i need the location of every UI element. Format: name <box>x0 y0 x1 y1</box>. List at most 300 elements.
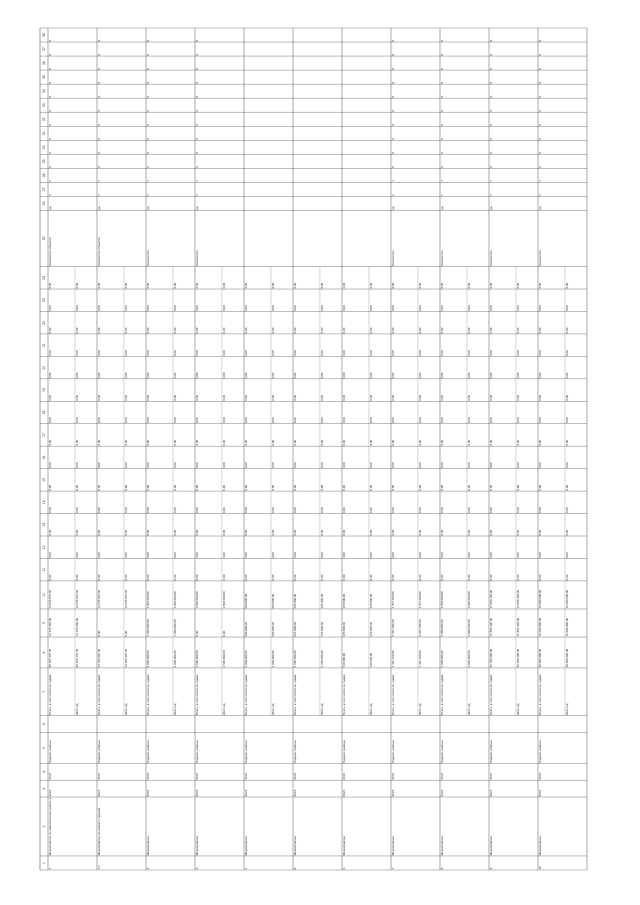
table-cell: 0,00 <box>146 417 150 424</box>
table-subcell: 0,00 <box>369 462 374 469</box>
column-number: 7 <box>42 690 46 693</box>
table-subcell: 0,00 <box>516 552 521 558</box>
table-cell: 0,00 <box>48 574 52 581</box>
table-cell: 0 <box>195 53 199 56</box>
table-subcell: 0,00 <box>320 417 325 424</box>
table-subcell: 0,00 <box>516 462 521 469</box>
table-cell: 10 <box>538 865 542 870</box>
table-subcell: 0,00 <box>369 574 374 581</box>
table-subcell: 0,00 <box>320 529 325 536</box>
table-cell: 1 <box>97 180 101 182</box>
table-cell: 0 <box>195 138 199 140</box>
table-subcell: 0,00 <box>124 552 129 558</box>
table-subcell: 0,00 <box>271 574 276 581</box>
table-cell: 0,00 <box>48 462 52 469</box>
table-cell: 0,00 <box>195 327 199 334</box>
table-subcell: 2021 год <box>173 703 178 716</box>
table-cell: 35 700 980,00 <box>489 648 493 668</box>
table-subcell: 0,00 <box>222 552 227 558</box>
table-subcell: 0,00 <box>320 282 325 289</box>
table-cell: 0,00 <box>342 372 346 379</box>
table-cell: 0,00 <box>538 484 542 491</box>
table-cell: 0 <box>146 152 150 154</box>
table-cell: 1 <box>97 194 101 196</box>
table-subcell: 0,00 <box>75 552 80 558</box>
table-cell: 2021 <box>146 789 150 797</box>
table-cell: 0 <box>195 152 199 154</box>
table-cell: 0,00 <box>146 507 150 513</box>
table-subcell: 0,00 <box>271 529 276 536</box>
table-cell: 2021 <box>244 789 248 797</box>
table-cell: 2021 <box>489 789 493 797</box>
table-subcell: 0,00 <box>75 327 80 334</box>
table-cell: 5 <box>293 867 297 870</box>
table-cell: 3 500 000,00 <box>440 619 444 637</box>
table-subcell: 0,00 <box>516 282 521 289</box>
table-subcell: 0,00 <box>75 372 80 379</box>
table-cell: Всего, в том числе по годам: <box>440 673 444 716</box>
table-subcell: 28 795 375,60 <box>75 648 80 668</box>
table-cell: 0 <box>391 124 395 126</box>
table-subcell: 0,00 <box>516 484 521 491</box>
table-subcell: 0,00 <box>369 439 374 446</box>
table-cell: 0 <box>391 166 395 168</box>
table-cell: 0 <box>440 95 444 98</box>
table-subcell: 0,00 <box>418 507 423 513</box>
table-cell: 0,00 <box>195 529 199 536</box>
table-cell: 0,00 <box>538 305 542 311</box>
table-cell: 0 <box>195 95 199 98</box>
table-cell: 2021 <box>538 789 542 797</box>
table-cell: 0,00 <box>293 417 297 424</box>
table-cell: Всего, в том числе по годам: <box>97 673 101 716</box>
table-cell: 0 <box>146 67 150 70</box>
table-cell: 0,00 <box>538 552 542 558</box>
table-cell: 0,00 <box>489 529 493 536</box>
table-subcell: 0,00 <box>516 372 521 379</box>
table-subcell: 0,00 <box>222 439 227 446</box>
table-cell: Всего, в том числе по годам: <box>146 673 150 716</box>
table-cell: 1 <box>195 180 199 182</box>
table-subcell: 0,00 <box>320 507 325 513</box>
table-subcell: 0,00 <box>222 462 227 469</box>
table-cell: 0,00 <box>440 507 444 513</box>
table-cell: 0,00 <box>342 529 346 536</box>
table-cell: Мероприятие <box>195 835 199 856</box>
table-cell: 0 <box>97 124 101 126</box>
table-subcell: 7 000 000,00 <box>467 650 472 668</box>
table-subcell: 0,00 <box>320 372 325 379</box>
table-subcell: 0,00 <box>467 462 472 469</box>
table-cell: 0,00 <box>440 484 444 491</box>
table-cell: Бюджет района <box>48 740 52 763</box>
table-cell: 0,00 <box>440 372 444 379</box>
table-subcell: 0,00 <box>222 372 227 379</box>
table-cell: 0,00 <box>391 439 395 446</box>
table-cell: 625 000,00 <box>293 593 297 609</box>
table-cell: Бюджет района <box>97 740 101 763</box>
table-cell: ед. <box>538 205 542 210</box>
column-number: 24 <box>42 275 46 280</box>
column-number: 27 <box>42 187 46 192</box>
table-subcell: 1 500 000,00 <box>222 650 227 668</box>
table-cell: 0,00 <box>146 439 150 446</box>
table-subcell: 0,00 <box>369 484 374 491</box>
table-cell: 0 <box>391 138 395 140</box>
table-cell: 0,00 <box>391 529 395 536</box>
table-cell: 15 000 000,00 <box>538 617 542 637</box>
table-cell: 0 <box>391 53 395 56</box>
table-cell: 1 500 000,00 <box>146 619 150 637</box>
table-cell: 1 <box>48 867 52 870</box>
table-cell: Количество объектов <box>97 237 101 266</box>
table-cell: 2 <box>146 867 150 870</box>
table-cell: 0,00 <box>97 395 101 401</box>
table-cell: 1 <box>538 180 542 182</box>
table-cell: Всего, в том числе по годам: <box>538 673 542 716</box>
table-cell: 0,00 <box>97 484 101 491</box>
table-subcell: 0,00 <box>222 417 227 424</box>
column-number: 9 <box>42 622 46 624</box>
table-cell: 2021 <box>195 772 199 780</box>
table-subcell: 14 625 015,60 <box>75 589 80 609</box>
column-number: 1 <box>42 862 46 864</box>
table-cell: 0 <box>440 152 444 154</box>
table-subcell: 0,00 <box>565 417 570 424</box>
table-cell: 0 <box>538 138 542 140</box>
table-subcell: 0,00 <box>418 529 423 536</box>
table-subcell: 0,00 <box>173 439 178 446</box>
table-cell: Мероприятие <box>538 835 542 856</box>
table-cell: 0,00 <box>293 395 297 401</box>
table-cell: 0,00 <box>146 350 150 356</box>
table-cell: 0,00 <box>538 395 542 401</box>
table-cell: 0,00 <box>195 507 199 513</box>
table-cell: 740 000,00 <box>342 652 346 668</box>
table-cell: 0,00 <box>195 305 199 311</box>
table-cell: 0,00 <box>244 372 248 379</box>
table-subcell: 0,00 <box>173 327 178 334</box>
table-cell: 0 <box>97 138 101 140</box>
table-cell: 14 625 015,60 <box>48 589 52 609</box>
table-cell: 6 <box>342 867 346 870</box>
table-cell: 0 <box>48 95 52 98</box>
table-cell: Бюджет района <box>146 740 150 763</box>
table-cell: 1 <box>391 180 395 182</box>
table-cell: 0,00 <box>293 574 297 581</box>
table-subcell: 0,00 <box>271 507 276 513</box>
table-cell: 2021 <box>195 789 199 797</box>
table-subcell: 0,00 <box>222 484 227 491</box>
table-cell: ед. <box>195 205 199 210</box>
table-cell: 0 <box>440 110 444 112</box>
table-subcell: 0,00 <box>418 372 423 379</box>
table-cell: 0,00 <box>489 462 493 469</box>
table-subcell: 0,00 <box>222 327 227 334</box>
table-subcell: 0,00 <box>222 507 227 513</box>
table-subcell: 0,00 <box>418 350 423 356</box>
table-cell: 0,00 <box>195 417 199 424</box>
table-subcell: 0,00 <box>173 282 178 289</box>
table-cell: Мероприятие по ремонту зданий <box>97 807 101 856</box>
table-subcell: 0,00 <box>565 462 570 469</box>
table-cell: 1 500 000,00 <box>195 650 199 668</box>
table-cell: 0 <box>391 81 395 84</box>
table-cell: Мероприятие по капитальному ремонту <box>48 797 52 856</box>
table-subcell: 0,00 <box>369 507 374 513</box>
table-cell: 0,00 <box>244 529 248 536</box>
column-number: 5 <box>42 746 46 749</box>
table-cell: 0 <box>538 124 542 126</box>
table-subcell: 0,00 <box>124 372 129 379</box>
table-cell: 0 <box>48 152 52 154</box>
table-cell: 0 <box>391 39 395 42</box>
table-cell: 0,00 <box>293 462 297 469</box>
table-cell: Всего, в том числе по годам: <box>489 673 493 716</box>
table-cell: 0,00 <box>391 484 395 491</box>
table-cell: 0 <box>146 81 150 84</box>
table-cell: 0 <box>195 81 199 84</box>
table-subcell: 17 850 490,00 <box>516 589 521 609</box>
table-subcell: 0,00 <box>75 395 80 401</box>
table-subcell: 740 000,00 <box>369 652 374 668</box>
table-cell: 0,00 <box>538 529 542 536</box>
table-cell: ед. <box>440 205 444 210</box>
table-cell: 0 <box>538 95 542 98</box>
table-subcell: 0,00 <box>369 417 374 424</box>
table-subcell: 0,00 <box>369 305 374 311</box>
table-subcell: 0,00 <box>565 305 570 311</box>
column-number: 19 <box>42 388 46 392</box>
table-cell: 2021 <box>293 789 297 797</box>
table-subcell: 0,00 <box>418 439 423 446</box>
table-subcell: 0,00 <box>173 484 178 491</box>
table-cell: 0,00 <box>97 574 101 581</box>
table-cell: 0,00 <box>146 327 150 334</box>
table-subcell: 0,00 <box>369 327 374 334</box>
table-subcell: 625 000,00 <box>320 621 325 637</box>
table-cell: 0,00 <box>146 282 150 289</box>
table-cell: 0,00 <box>489 282 493 289</box>
table-cell: 0,00 <box>342 305 346 311</box>
table-cell: ед. <box>489 205 493 210</box>
table-cell: 0 <box>538 53 542 56</box>
table-subcell: 0,00 <box>418 417 423 424</box>
table-subcell: 0,00 <box>467 439 472 446</box>
table-subcell: 0,00 <box>418 462 423 469</box>
column-number: 34 <box>42 89 46 94</box>
table-cell: 7 000 000,00 <box>440 650 444 668</box>
table-subcell: 2021 год <box>124 703 129 716</box>
table-subcell: 0,00 <box>516 350 521 356</box>
table-cell: 8 <box>440 867 444 870</box>
table-subcell: 0,00 <box>467 529 472 536</box>
table-cell: 0,00 <box>440 529 444 536</box>
column-number: 12 <box>42 545 46 550</box>
table-subcell: 0,00 <box>124 395 129 401</box>
table-subcell: 0,00 <box>369 529 374 536</box>
table-subcell: 0,00 <box>467 507 472 513</box>
table-cell: 0,00 <box>48 395 52 401</box>
table-cell: 0,00 <box>244 350 248 356</box>
table-cell: 7 415 360,00 <box>391 650 395 668</box>
table-cell: Мероприятие <box>146 835 150 856</box>
table-subcell: 0,00 <box>565 395 570 401</box>
table-subcell: 0,00 <box>173 372 178 379</box>
table-subcell: 0,00 <box>320 439 325 446</box>
table-cell: 2021 <box>440 772 444 780</box>
table-subcell: 0,00 <box>369 350 374 356</box>
table-subcell: 0,00 <box>320 552 325 558</box>
table-cell: Бюджет района <box>195 740 199 763</box>
table-cell: Мероприятие <box>342 835 346 856</box>
table-cell: 0,00 <box>48 439 52 446</box>
table-subcell: 0,00 <box>369 282 374 289</box>
table-subcell: 500 000,00 <box>271 593 276 609</box>
table-cell: 3 <box>195 867 199 870</box>
table-subcell: 0,00 <box>516 395 521 401</box>
table-cell: 0,00 <box>391 574 395 581</box>
table-cell: 0 <box>489 124 493 126</box>
table-cell: 0 <box>97 81 101 84</box>
table-cell: 1 500 000,00 <box>195 591 199 609</box>
table-cell: Бюджет района <box>440 740 444 763</box>
table-cell: Мероприятие <box>293 835 297 856</box>
table-subcell: 14 170 360,00 <box>75 617 80 637</box>
table-cell: 0,00 <box>342 417 346 424</box>
table-cell: Мероприятие <box>244 835 248 856</box>
table-cell: 0 <box>48 67 52 70</box>
table-cell: 0 <box>489 110 493 112</box>
table-cell: 2021 <box>342 789 346 797</box>
table-subcell: 0,00 <box>467 305 472 311</box>
table-subcell: 0,00 <box>516 507 521 513</box>
table-subcell: 0,00 <box>565 282 570 289</box>
table-cell: 0,00 <box>342 439 346 446</box>
table-cell: 0 <box>440 124 444 126</box>
table-cell: 2021 <box>293 772 297 780</box>
table-cell: 0,00 <box>489 350 493 356</box>
column-number: 10 <box>42 593 46 597</box>
table-cell: Всего, в том числе по годам: <box>48 673 52 716</box>
column-number: 21 <box>42 343 46 348</box>
table-cell: 0,00 <box>48 282 52 289</box>
table-cell: 0 <box>489 81 493 84</box>
column-number: 35 <box>42 75 46 80</box>
table-subcell: 0,00 <box>418 574 423 581</box>
table-cell: 0,00 <box>48 417 52 424</box>
table-cell: 0 <box>195 67 199 70</box>
table-subcell: 0,00 <box>516 417 521 424</box>
table-cell: 0,00 <box>195 372 199 379</box>
table-cell: 0,00 <box>97 417 101 424</box>
column-number: 11 <box>42 567 46 572</box>
table-cell: 3 500 000,00 <box>440 591 444 609</box>
table-cell: 0,00 <box>391 462 395 469</box>
table-cell: Всего, в том числе по годам: <box>195 673 199 716</box>
table-subcell: 0,00 <box>173 529 178 536</box>
table-subcell: 0,00 <box>173 552 178 558</box>
table-cell: 0,00 <box>391 395 395 401</box>
table-cell: 0 <box>538 110 542 112</box>
table-subcell: 0,00 <box>173 395 178 401</box>
table-subcell: 0,00 <box>418 305 423 311</box>
table-subcell: 0,00 <box>75 439 80 446</box>
table-subcell: 3 500 000,00 <box>467 591 472 609</box>
table-cell: 500 000,00 <box>244 621 248 637</box>
table-subcell: 370 000,00 <box>369 621 374 637</box>
table-cell: 0,00 <box>440 462 444 469</box>
table-cell: 0 <box>391 152 395 154</box>
table-cell: 0 <box>538 152 542 154</box>
column-number: 2 <box>42 825 46 828</box>
table-cell: 1 <box>489 180 493 182</box>
table-subcell: 0,00 <box>565 372 570 379</box>
table-cell: 0,00 <box>440 350 444 356</box>
table-subcell: 2021 год <box>516 703 521 716</box>
table-cell: 0,00 <box>146 372 150 379</box>
table-subcell: 0,00 <box>418 395 423 401</box>
table-cell: 0,00 <box>244 484 248 491</box>
table-cell: Количество <box>538 250 542 266</box>
table-cell: 0 <box>391 67 395 70</box>
table-cell: 0,00 <box>195 439 199 446</box>
table-cell: 0,00 <box>293 282 297 289</box>
table-cell: 0,00 <box>97 507 101 513</box>
table-cell: 0,00 <box>342 462 346 469</box>
table-cell: 0 <box>489 53 493 56</box>
column-number: 6 <box>42 723 46 726</box>
table-subcell: 0,00 <box>320 462 325 469</box>
table-cell: 0,00 <box>293 484 297 491</box>
table-subcell: 0,00 <box>124 282 129 289</box>
table-cell: Количество <box>440 250 444 266</box>
table-subcell: 0,00 <box>271 439 276 446</box>
table-cell: 0,00 <box>48 552 52 558</box>
table-subcell: 0,00 <box>467 574 472 581</box>
table-cell: 0 <box>146 39 150 42</box>
table-cell: 0,00 <box>489 574 493 581</box>
table-cell: 0 <box>489 39 493 42</box>
table-cell: 0,00 <box>146 305 150 311</box>
table-cell: 2021 <box>391 789 395 797</box>
table-cell: 0 <box>97 95 101 98</box>
table-cell: 0,00 <box>440 574 444 581</box>
table-subcell: 1 500 000,00 <box>173 619 178 637</box>
table-cell: 0,00 <box>244 507 248 513</box>
table-cell: 0,00 <box>48 350 52 356</box>
table-cell: 0 <box>538 67 542 70</box>
table-cell: 0,00 <box>244 417 248 424</box>
table-cell: 2 <box>48 194 52 196</box>
column-number: 30 <box>42 145 46 150</box>
table-cell: 0,00 <box>195 462 199 469</box>
table-cell: 0,00 <box>440 395 444 401</box>
table-cell: 0 <box>440 39 444 42</box>
table-cell: 0,00 <box>342 350 346 356</box>
table-subcell: 0,00 <box>516 439 521 446</box>
table-subcell: 0,00 <box>173 305 178 311</box>
table-cell: 0,00 <box>293 552 297 558</box>
table-subcell: 0,00 <box>320 484 325 491</box>
table-cell: 0,00 <box>146 529 150 536</box>
table-cell: 0 <box>391 95 395 98</box>
table-cell: Бюджет района <box>244 740 248 763</box>
table-cell: 2021 <box>97 789 101 797</box>
table-cell: ед. <box>391 205 395 210</box>
table-cell: Количество объектов <box>48 237 52 266</box>
table-cell: 2021 <box>489 772 493 780</box>
